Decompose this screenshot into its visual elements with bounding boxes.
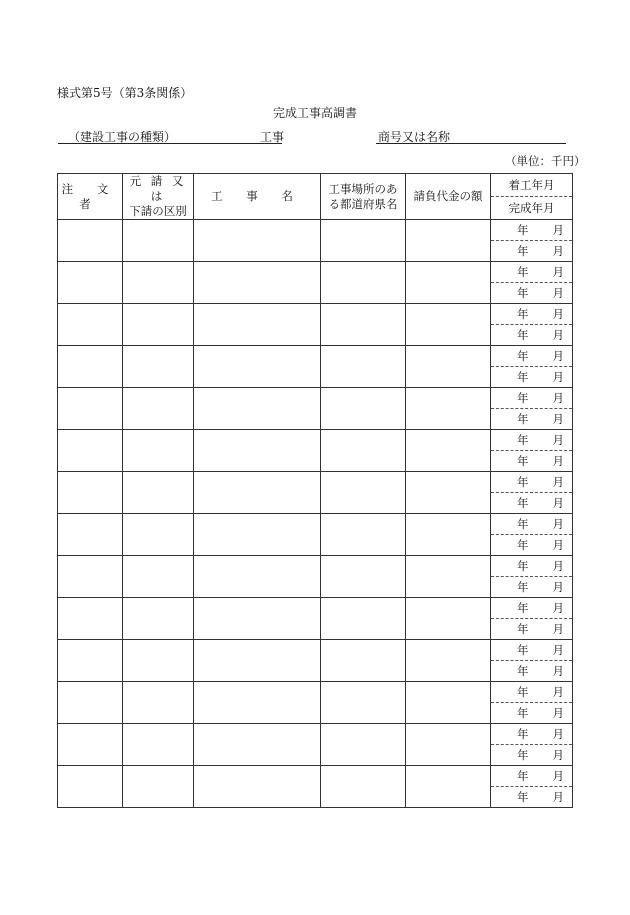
location-cell[interactable]	[321, 346, 406, 388]
start-date-cell[interactable]	[491, 724, 573, 745]
year-month-group	[491, 244, 572, 259]
month-label: 月	[552, 222, 564, 237]
year-label: 年	[517, 558, 529, 573]
amount-cell[interactable]	[406, 766, 491, 808]
contract-type-cell[interactable]	[123, 430, 194, 472]
year-month-group	[491, 664, 572, 679]
location-cell[interactable]	[321, 766, 406, 808]
client-cell[interactable]	[58, 682, 123, 724]
location-cell[interactable]	[321, 598, 406, 640]
work-name-cell[interactable]	[194, 430, 321, 472]
month-label: 月	[552, 663, 564, 678]
month-label: 月	[552, 705, 564, 720]
amount-cell[interactable]	[406, 262, 491, 304]
table-row	[58, 556, 573, 577]
work-name-cell[interactable]	[194, 598, 321, 640]
month-label: 月	[552, 642, 564, 657]
location-cell[interactable]	[321, 556, 406, 598]
start-date-cell[interactable]	[491, 556, 573, 577]
amount-cell[interactable]	[406, 640, 491, 682]
unit-note: （単位：千円）	[505, 154, 586, 168]
header-contract-type-line1: 元 請 又 は	[129, 174, 187, 203]
construction-suffix: 工事	[260, 130, 285, 144]
client-cell[interactable]	[58, 766, 123, 808]
completion-date-cell[interactable]	[491, 493, 573, 514]
year-month-group	[491, 496, 572, 511]
year-label: 年	[517, 411, 529, 426]
start-date-cell[interactable]	[491, 304, 573, 325]
year-month-group	[491, 748, 572, 763]
amount-cell[interactable]	[406, 682, 491, 724]
completion-date-cell[interactable]	[491, 619, 573, 640]
year-month-group	[491, 307, 572, 322]
month-label: 月	[552, 726, 564, 741]
year-month-group	[491, 391, 572, 406]
amount-cell[interactable]	[406, 346, 491, 388]
year-label: 年	[517, 390, 529, 405]
year-label: 年	[517, 222, 529, 237]
month-label: 月	[552, 264, 564, 279]
work-name-cell[interactable]	[194, 262, 321, 304]
amount-cell[interactable]	[406, 430, 491, 472]
start-date-cell[interactable]	[491, 598, 573, 619]
month-label: 月	[552, 789, 564, 804]
work-name-cell[interactable]	[194, 304, 321, 346]
location-cell[interactable]	[321, 640, 406, 682]
year-label: 年	[517, 684, 529, 699]
location-cell[interactable]	[321, 262, 406, 304]
year-month-group	[491, 412, 572, 427]
year-month-group	[491, 475, 572, 490]
table-row	[58, 346, 573, 367]
work-name-cell[interactable]	[194, 220, 321, 262]
year-label: 年	[517, 621, 529, 636]
start-date-cell[interactable]	[491, 388, 573, 409]
month-label: 月	[552, 684, 564, 699]
start-date-cell[interactable]	[491, 220, 573, 241]
month-label: 月	[552, 495, 564, 510]
work-name-cell[interactable]	[194, 640, 321, 682]
year-month-group	[491, 328, 572, 343]
year-month-group	[491, 286, 572, 301]
table-row	[58, 388, 573, 409]
header-start-date: 着工年月	[491, 174, 573, 197]
document-title: 完成工事高調書	[272, 106, 357, 120]
month-label: 月	[552, 327, 564, 342]
start-date-cell[interactable]	[491, 346, 573, 367]
year-label: 年	[517, 600, 529, 615]
completion-date-cell[interactable]	[491, 745, 573, 766]
year-label: 年	[517, 495, 529, 510]
completion-date-cell[interactable]	[491, 451, 573, 472]
contract-type-cell[interactable]	[123, 556, 194, 598]
work-name-cell[interactable]	[194, 472, 321, 514]
header-amount: 請負代金の額	[406, 174, 491, 220]
header-location-line2: る都道府県名	[328, 196, 398, 211]
header-completion-date: 完成年月	[491, 197, 573, 220]
completion-date-cell[interactable]	[491, 661, 573, 682]
completion-date-cell[interactable]	[491, 283, 573, 304]
contract-type-cell[interactable]	[123, 472, 194, 514]
table-row	[58, 598, 573, 619]
contract-type-cell[interactable]	[123, 640, 194, 682]
completion-date-cell[interactable]	[491, 325, 573, 346]
location-cell[interactable]	[321, 724, 406, 766]
year-month-group	[491, 538, 572, 553]
completion-date-cell[interactable]	[491, 577, 573, 598]
header-contract-type-line2: 下請の区別	[129, 204, 187, 218]
table-row	[58, 304, 573, 325]
location-cell[interactable]	[321, 220, 406, 262]
amount-cell[interactable]	[406, 388, 491, 430]
start-date-cell[interactable]	[491, 640, 573, 661]
year-label: 年	[517, 348, 529, 363]
year-month-group	[491, 454, 572, 469]
year-month-group	[491, 559, 572, 574]
month-label: 月	[552, 432, 564, 447]
month-label: 月	[552, 768, 564, 783]
month-label: 月	[552, 243, 564, 258]
firm-name-label: 商号又は名称	[378, 130, 451, 144]
contract-type-cell[interactable]	[123, 598, 194, 640]
contract-type-cell[interactable]	[123, 724, 194, 766]
form-number: 様式第5号（第3条関係）	[57, 86, 193, 100]
client-cell[interactable]	[58, 262, 123, 304]
work-name-cell[interactable]	[194, 766, 321, 808]
client-cell[interactable]	[58, 640, 123, 682]
month-label: 月	[552, 348, 564, 363]
completion-date-cell[interactable]	[491, 787, 573, 808]
month-label: 月	[552, 285, 564, 300]
header-client: 注 文 者	[58, 174, 123, 220]
amount-cell[interactable]	[406, 472, 491, 514]
completion-table	[57, 173, 573, 808]
year-month-group	[491, 790, 572, 805]
year-month-group	[491, 370, 572, 385]
year-label: 年	[517, 789, 529, 804]
amount-cell[interactable]	[406, 514, 491, 556]
client-cell[interactable]	[58, 724, 123, 766]
contract-type-cell[interactable]	[123, 262, 194, 304]
year-month-group	[491, 643, 572, 658]
location-cell[interactable]	[321, 304, 406, 346]
amount-cell[interactable]	[406, 724, 491, 766]
year-label: 年	[517, 243, 529, 258]
year-month-group	[491, 727, 572, 742]
year-month-group	[491, 601, 572, 616]
year-label: 年	[517, 705, 529, 720]
year-label: 年	[517, 516, 529, 531]
table-row	[58, 220, 573, 241]
header-location-line1: 工事場所のあ	[328, 181, 398, 196]
month-label: 月	[552, 621, 564, 636]
location-cell[interactable]	[321, 388, 406, 430]
completion-date-cell[interactable]	[491, 535, 573, 556]
year-label: 年	[517, 453, 529, 468]
client-cell[interactable]	[58, 220, 123, 262]
month-label: 月	[552, 579, 564, 594]
amount-cell[interactable]	[406, 220, 491, 262]
client-cell[interactable]	[58, 556, 123, 598]
client-cell[interactable]	[58, 304, 123, 346]
client-cell[interactable]	[58, 430, 123, 472]
client-cell[interactable]	[58, 472, 123, 514]
year-month-group	[491, 433, 572, 448]
start-date-cell[interactable]	[491, 682, 573, 703]
year-label: 年	[517, 663, 529, 678]
year-month-group	[491, 517, 572, 532]
year-month-group	[491, 706, 572, 721]
year-label: 年	[517, 285, 529, 300]
completion-date-cell[interactable]	[491, 703, 573, 724]
year-label: 年	[517, 642, 529, 657]
contract-type-cell[interactable]	[123, 388, 194, 430]
start-date-cell[interactable]	[491, 514, 573, 535]
month-label: 月	[552, 747, 564, 762]
start-date-cell[interactable]	[491, 766, 573, 787]
client-cell[interactable]	[58, 388, 123, 430]
start-date-cell[interactable]	[491, 430, 573, 451]
year-label: 年	[517, 726, 529, 741]
table-row	[58, 640, 573, 661]
start-date-cell[interactable]	[491, 472, 573, 493]
work-name-cell[interactable]	[194, 724, 321, 766]
completion-date-cell[interactable]	[491, 409, 573, 430]
table-row	[58, 472, 573, 493]
header-work-name: 工 事 名	[194, 174, 321, 220]
work-name-cell[interactable]	[194, 388, 321, 430]
year-label: 年	[517, 432, 529, 447]
construction-type-label: （建設工事の種類）	[68, 130, 177, 144]
contract-type-cell[interactable]	[123, 346, 194, 388]
header-location	[321, 174, 406, 220]
month-label: 月	[552, 558, 564, 573]
amount-cell[interactable]	[406, 598, 491, 640]
amount-cell[interactable]	[406, 304, 491, 346]
year-label: 年	[517, 264, 529, 279]
work-name-cell[interactable]	[194, 514, 321, 556]
year-label: 年	[517, 327, 529, 342]
contract-type-cell[interactable]	[123, 304, 194, 346]
amount-cell[interactable]	[406, 556, 491, 598]
work-name-cell[interactable]	[194, 346, 321, 388]
month-label: 月	[552, 453, 564, 468]
year-month-group	[491, 265, 572, 280]
table-row	[58, 766, 573, 787]
client-cell[interactable]	[58, 346, 123, 388]
year-month-group	[491, 685, 572, 700]
table-row	[58, 724, 573, 745]
table-row	[58, 430, 573, 451]
year-label: 年	[517, 768, 529, 783]
year-label: 年	[517, 474, 529, 489]
month-label: 月	[552, 411, 564, 426]
year-month-group	[491, 580, 572, 595]
year-label: 年	[517, 306, 529, 321]
month-label: 月	[552, 537, 564, 552]
year-label: 年	[517, 579, 529, 594]
month-label: 月	[552, 369, 564, 384]
year-month-group	[491, 223, 572, 238]
contract-type-cell[interactable]	[123, 682, 194, 724]
client-cell[interactable]	[58, 598, 123, 640]
year-month-group	[491, 769, 572, 784]
year-label: 年	[517, 537, 529, 552]
contract-type-cell[interactable]	[123, 514, 194, 556]
month-label: 月	[552, 390, 564, 405]
header-contract-type	[123, 174, 194, 220]
location-cell[interactable]	[321, 514, 406, 556]
contract-type-cell[interactable]	[123, 766, 194, 808]
month-label: 月	[552, 306, 564, 321]
start-date-cell[interactable]	[491, 262, 573, 283]
year-month-group	[491, 349, 572, 364]
location-cell[interactable]	[321, 472, 406, 514]
location-cell[interactable]	[321, 682, 406, 724]
table-row	[58, 262, 573, 283]
year-label: 年	[517, 747, 529, 762]
year-label: 年	[517, 369, 529, 384]
location-cell[interactable]	[321, 430, 406, 472]
client-cell[interactable]	[58, 514, 123, 556]
month-label: 月	[552, 474, 564, 489]
completion-date-cell[interactable]	[491, 241, 573, 262]
completion-date-cell[interactable]	[491, 367, 573, 388]
contract-type-cell[interactable]	[123, 220, 194, 262]
month-label: 月	[552, 600, 564, 615]
table-row	[58, 682, 573, 703]
month-label: 月	[552, 516, 564, 531]
table-row	[58, 514, 573, 535]
work-name-cell[interactable]	[194, 556, 321, 598]
year-month-group	[491, 622, 572, 637]
work-name-cell[interactable]	[194, 682, 321, 724]
